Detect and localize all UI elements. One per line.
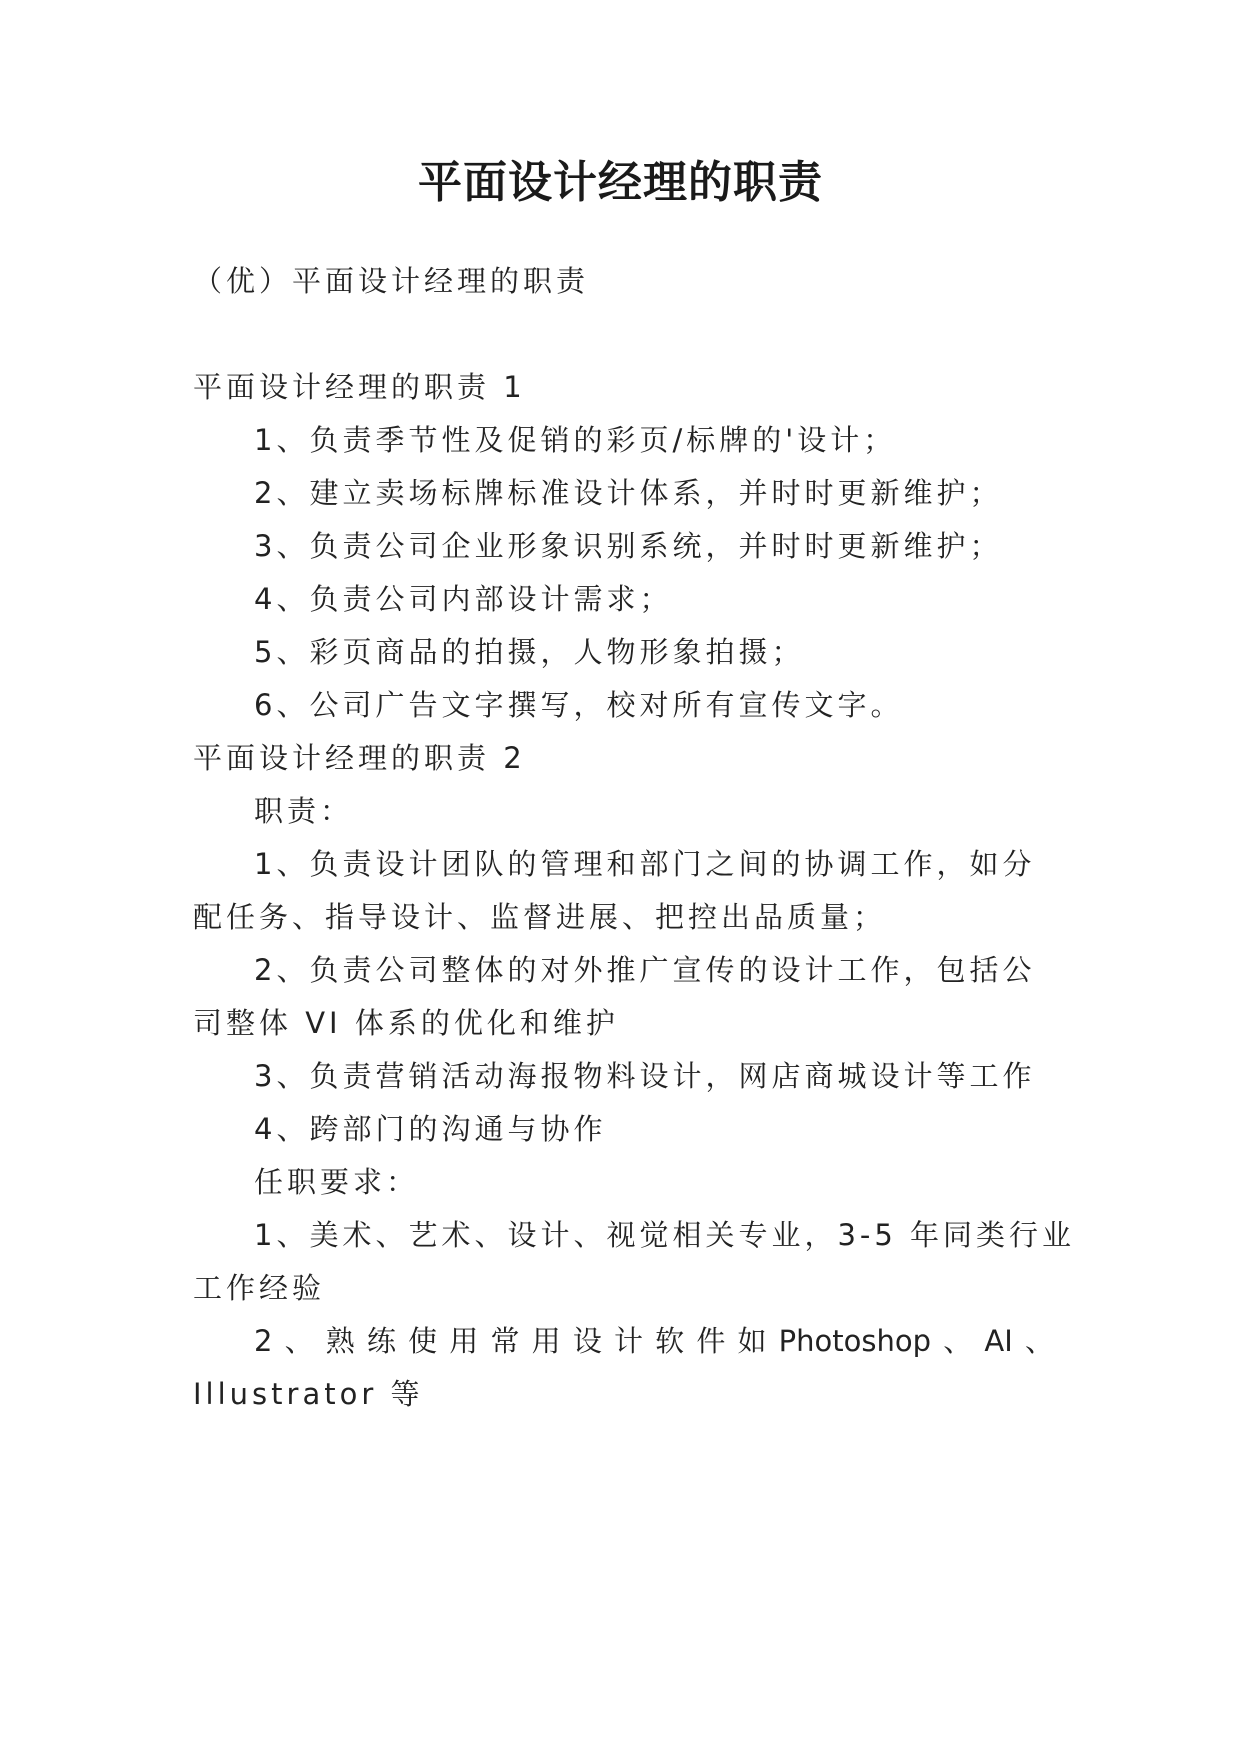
duty-2-line-2: 司整体 VI 体系的优化和维护 bbox=[193, 1006, 619, 1040]
req2-part: 、 bbox=[284, 1324, 314, 1358]
duty-3: 3、负责营销活动海报物料设计，网店商城设计等工作 bbox=[254, 1059, 1036, 1093]
duties-label: 职责： bbox=[254, 794, 354, 828]
duty-1-line-1: 1、负责设计团队的管理和部门之间的协调工作，如分 bbox=[254, 847, 1036, 881]
requirement-1-line-2: 工作经验 bbox=[193, 1271, 326, 1305]
req2-part: 常 bbox=[490, 1324, 520, 1358]
req2-part: 件 bbox=[696, 1324, 726, 1358]
page-title: 平面设计经理的职责 bbox=[418, 157, 823, 208]
req2-part: 2 bbox=[254, 1324, 273, 1358]
requirements-label: 任职要求： bbox=[254, 1165, 420, 1199]
req2-part: 软 bbox=[655, 1324, 685, 1358]
section1-item-5: 5、彩页商品的拍摄，人物形象拍摄； bbox=[254, 635, 805, 669]
section1-item-4: 4、负责公司内部设计需求； bbox=[254, 582, 673, 616]
section-heading-1: 平面设计经理的职责 1 bbox=[193, 370, 526, 404]
duty-4: 4、跨部门的沟通与协作 bbox=[254, 1112, 607, 1146]
duty-1-line-2: 配任务、指导设计、监督进展、把控出品质量； bbox=[193, 900, 887, 934]
section1-item-6: 6、公司广告文字撰写，校对所有宣传文字。 bbox=[254, 688, 904, 722]
requirement-2-line-1 bbox=[254, 1312, 1054, 1370]
requirement-2-line-2: Illustrator 等 bbox=[193, 1377, 424, 1411]
document-subtitle: （优）平面设计经理的职责 bbox=[193, 264, 590, 298]
req2-part: 计 bbox=[613, 1324, 643, 1358]
req2-part: 、 bbox=[1024, 1324, 1054, 1358]
req2-part: 使 bbox=[408, 1324, 438, 1358]
req2-part: 如 bbox=[737, 1324, 767, 1358]
req2-part: 熟 bbox=[325, 1324, 355, 1358]
req2-part: 、 bbox=[943, 1324, 973, 1358]
section1-item-3: 3、负责公司企业形象识别系统，并时时更新维护； bbox=[254, 529, 1003, 563]
req2-part: Photoshop bbox=[778, 1324, 932, 1358]
req2-part: 设 bbox=[572, 1324, 602, 1358]
req2-part: 用 bbox=[449, 1324, 479, 1358]
req2-part: 练 bbox=[366, 1324, 396, 1358]
duty-2-line-1: 2、负责公司整体的对外推广宣传的设计工作，包括公 bbox=[254, 953, 1036, 987]
section1-item-1: 1、负责季节性及促销的彩页/标牌的'设计； bbox=[254, 423, 897, 457]
section-heading-2: 平面设计经理的职责 2 bbox=[193, 741, 526, 775]
requirement-1-line-1: 1、美术、艺术、设计、视觉相关专业，3-5 年同类行业 bbox=[254, 1218, 1076, 1252]
req2-part: AI bbox=[984, 1324, 1013, 1358]
req2-part: 用 bbox=[531, 1324, 561, 1358]
section1-item-2: 2、建立卖场标牌标准设计体系，并时时更新维护； bbox=[254, 476, 1003, 510]
